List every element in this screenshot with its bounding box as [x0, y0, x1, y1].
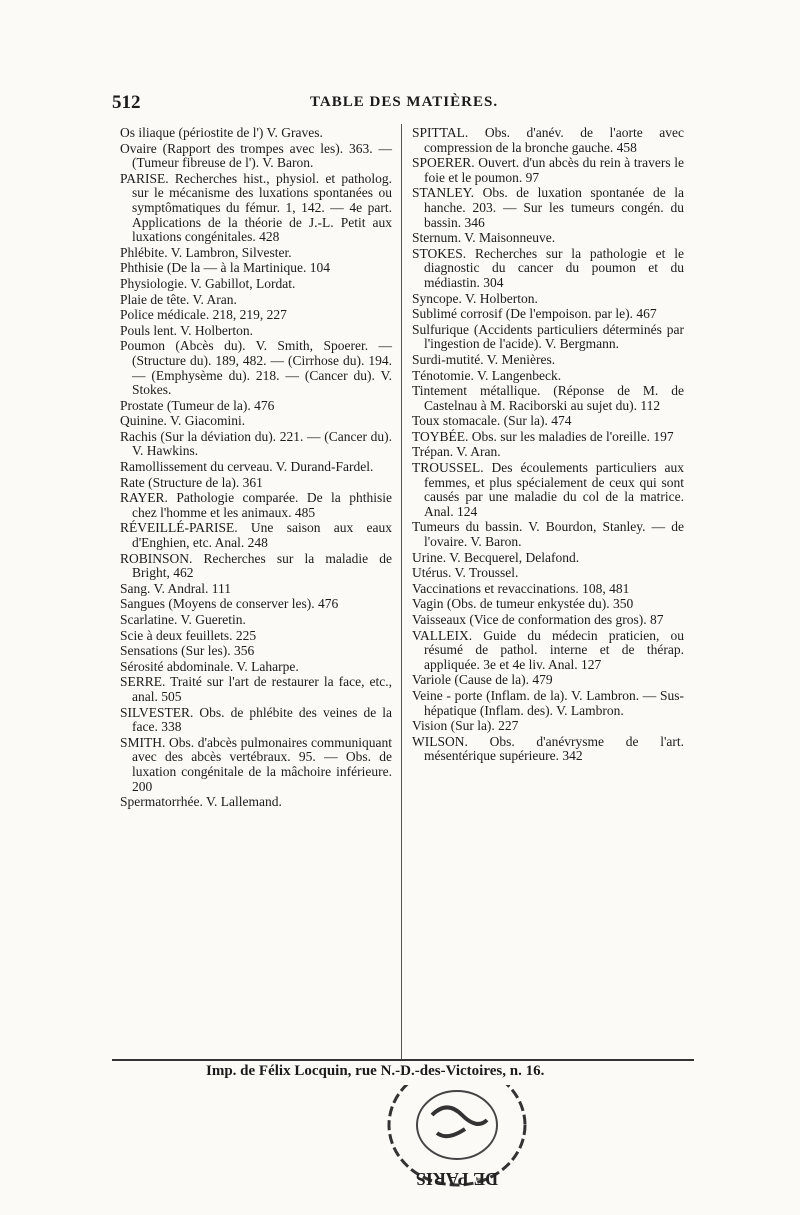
index-column-left: [120, 126, 392, 811]
printer-imprint: Imp. de Félix Locquin, rue N.-D.-des-Victoires, n. 16.: [206, 1063, 545, 1079]
index-entry: Vaisseaux (Vice de conformation des gros). 87: [412, 612, 664, 627]
page-number: 512: [112, 92, 141, 113]
index-entry: Sangues (Moyens de conserver les). 476: [120, 596, 339, 612]
index-entry: RÉVEILLÉ-PARISE. Une saison aux eaux d'Enghien, etc. Anal. 248: [120, 520, 392, 551]
index-entry: Rachis (Sur la déviation du). 221. — (Cancer du). V. Hawkins.: [120, 428, 392, 459]
index-entry: RAYER. Pathologie comparée. De la phthisie chez l'homme et les animaux. 485: [120, 490, 392, 520]
footer-rule: [112, 1059, 694, 1061]
index-entry: Tintement métallique. (Réponse de M. de Castelnau à M. Raciborski au sujet du). 112: [412, 383, 684, 413]
index-entry: Spermatorrhée. V. Lallemand.: [120, 794, 282, 810]
index-entry: Surdi-mutité. V. Menières.: [412, 351, 556, 367]
index-entry: TOYBÉE. Obs. sur les maladies de l'oreille. 197: [412, 428, 674, 444]
index-entry: Sternum. V. Maisonneuve.: [412, 230, 556, 246]
stamp-text: DE PARIS: [415, 1169, 499, 1189]
index-entry: SILVESTER. Obs. de phlébite des veines de la face. 338: [120, 704, 392, 735]
index-entry: Toux stomacale. (Sur la). 474: [412, 413, 572, 429]
index-entry: Vision (Sur la). 227: [412, 718, 519, 734]
index-entry: Vagin (Obs. de tumeur enkystée du). 350: [412, 596, 634, 612]
index-entry: Ovaire (Rapport des trompes avec les). 363. — (Tumeur fibreuse de l'). V. Baron.: [120, 140, 392, 171]
index-entry: Prostate (Tumeur de la). 476: [120, 397, 275, 413]
index-entry: Scarlatine. V. Gueretin.: [120, 612, 246, 627]
index-entry: Phthisie (De la — à la Martinique. 104: [120, 260, 330, 276]
index-entry: Veine - porte (Inflam. de la). V. Lambron. — Sus-hépatique (Inflam. des). V. Lambron.: [412, 687, 684, 718]
index-entry: Scie à deux feuillets. 225: [120, 627, 257, 643]
index-entry: Sulfurique (Accidents particuliers déterminés par l'ingestion de l'acide). V. Bergmann.: [412, 321, 684, 352]
index-entry: WILSON. Obs. d'anévrysme de l'art. mésentérique supérieure. 342: [412, 733, 684, 764]
index-entry: Sérosité abdominale. V. Laharpe.: [120, 658, 299, 674]
index-entry: Rate (Structure de la). 361: [120, 474, 263, 490]
library-stamp: [352, 1085, 562, 1195]
index-entry: STOKES. Recherches sur la pathologie et le diagnostic du cancer du poumon et du médiastin. 304: [412, 245, 684, 290]
stamp-inner-ring: [417, 1091, 497, 1159]
index-entry: Tumeurs du bassin. V. Bourdon, Stanley. — de l'ovaire. V. Baron.: [412, 519, 684, 550]
index-column-right: [412, 126, 684, 765]
index-entry: Quinine. V. Giacomini.: [120, 413, 246, 429]
index-entry: Sang. V. Andral. 111: [120, 580, 232, 596]
index-entry: Ténotomie. V. Langenbeck.: [412, 367, 562, 383]
stamp-emblem: [432, 1108, 487, 1137]
index-entry: SPITTAL. Obs. d'anév. de l'aorte avec compression de la bronche gauche. 458: [412, 125, 684, 155]
index-entry: Plaie de tête. V. Aran.: [120, 291, 237, 307]
index-entry: Variole (Cause de la). 479: [412, 672, 553, 688]
index-entry: Ramollissement du cerveau. V. Durand-Fardel.: [120, 459, 374, 475]
index-entry: TROUSSEL. Des écoulements particuliers aux femmes, et plus spécialement de ceux qui sont causés par une maladie du col de la matrice. Anal. 124: [412, 460, 684, 519]
index-entry: Pouls lent. V. Holberton.: [120, 322, 254, 338]
index-entry: Police médicale. 218, 219, 227: [120, 307, 287, 323]
index-entry: STANLEY. Obs. de luxation spontanée de la hanche. 203. — Sur les tumeurs congén. du bassin. 346: [412, 185, 684, 230]
index-entry: Utérus. V. Troussel.: [412, 565, 519, 581]
running-title: TABLE DES MATIÈRES.: [310, 94, 499, 110]
index-entry: Sublimé corrosif (De l'empoison. par le). 467: [412, 306, 657, 322]
index-entry: ROBINSON. Recherches sur la maladie de Bright, 462: [120, 550, 392, 581]
index-entry: Urine. V. Becquerel, Delafond.: [412, 549, 580, 565]
index-entry: Physiologie. V. Gabillot, Lordat.: [120, 275, 296, 291]
index-entry: Trépan. V. Aran.: [412, 444, 501, 460]
index-entry: PARISE. Recherches hist., physiol. et patholog. sur le mécanisme des luxations spontanées ou symptômatiques du fémur. 1, 142. — 4e part. Applications de la théorie de J.-L. Petit aux luxations congénitales. 428: [120, 170, 392, 245]
index-entry: Syncope. V. Holberton.: [412, 290, 538, 306]
index-entry: Phlébite. V. Lambron, Silvester.: [120, 244, 292, 260]
index-entry: SMITH. Obs. d'abcès pulmonaires communiquant avec des abcès vertébraux. 95. — Obs. de luxation congénitale de la mâchoire inférieure. 200: [120, 734, 392, 794]
index-entry: SERRE. Traité sur l'art de restaurer la face, etc., anal. 505: [120, 674, 392, 704]
index-entry: VALLEIX. Guide du médecin praticien, ou résumé de pathol. interne et de thérap. appliquée. 3e et 4e liv. Anal. 127: [412, 627, 684, 672]
index-entry: Sensations (Sur les). 356: [120, 643, 255, 659]
index-entry: SPOERER. Ouvert. d'un abcès du rein à travers le foie et le poumon. 97: [412, 155, 684, 185]
index-entry: Poumon (Abcès du). V. Smith, Spoerer. — (Structure du). 189, 482. — (Cirrhose du). 194. — (Emphysème du). 218. — (Cancer du). V. Stokes.: [120, 338, 392, 398]
index-entry: Os iliaque (périostite de l') V. Graves.: [120, 125, 323, 140]
index-entry: Vaccinations et revaccinations. 108, 481: [412, 580, 630, 596]
column-divider: [401, 124, 402, 1059]
page-header: [112, 92, 692, 118]
